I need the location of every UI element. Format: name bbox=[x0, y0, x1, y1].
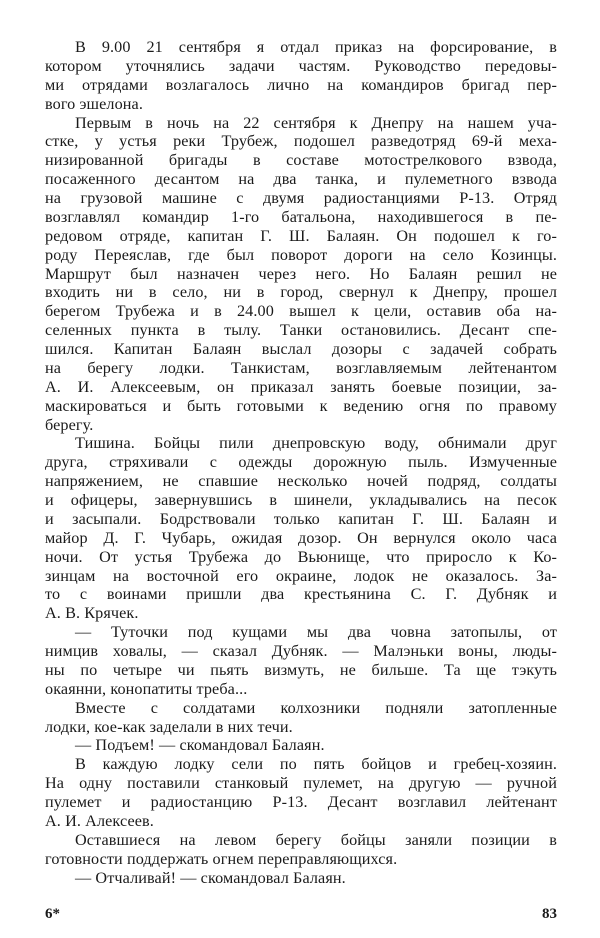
text-line: берегу. bbox=[45, 415, 94, 434]
text-line: на берегу лодки. Танкистам, возглавляемым лейтенантом bbox=[45, 358, 557, 377]
text-line: и офицеры, завернувшись в шинели, укладывались на песок bbox=[45, 491, 557, 509]
text-line: то с воинами пришли два крестьянина С. Г. Дубняк и bbox=[45, 585, 557, 604]
text-line: В 9.00 21 сентября я отдал приказ на форсирование, в bbox=[75, 38, 557, 56]
text-line: На одну поставили станковый пулемет, на другую — ручной bbox=[45, 774, 557, 793]
text-line: А. И. Алексеевым, он приказал занять боевые позиции, за- bbox=[45, 377, 557, 396]
text-line: входить ни в село, ни в город, свернул к Днепру, прошел bbox=[45, 283, 557, 302]
page-number: 83 bbox=[542, 906, 557, 922]
text-line: редовом отряде, капитан Г. Ш. Балаян. Он подошел к го- bbox=[45, 226, 557, 245]
paragraph bbox=[45, 869, 557, 888]
text-line: Первым в ночь на 22 сентября к Днепру на нашем уча- bbox=[75, 113, 557, 132]
text-line: стке, у устья реки Трубеж, подошел разведотряд 69-й меха- bbox=[45, 132, 557, 151]
paragraph bbox=[45, 623, 557, 699]
text-line: и засыпали. Бодрствовали только капитан Г. Ш. Балаян и bbox=[45, 509, 557, 528]
text-line: Маршрут был назначен через него. Но Балаян решил не bbox=[45, 264, 557, 283]
text-line: ми отрядами возлагалось лично на командиров бригад пер- bbox=[45, 75, 557, 94]
text-line: Вместе с солдатами колхозники подняли затопленные bbox=[75, 698, 557, 717]
paragraph bbox=[45, 434, 557, 623]
paragraph bbox=[45, 736, 557, 755]
text-line: зинцам на восточной его окраине, лодок не оказалось. За- bbox=[45, 566, 557, 585]
text-line: котором уточнялись задачи частям. Руководство передовы- bbox=[45, 56, 557, 75]
text-line: Оставшиеся на левом берегу бойцы заняли позиции в bbox=[75, 830, 557, 849]
text-line: лодки, кое-как заделали в них течи. bbox=[45, 717, 293, 736]
text-line: маскироваться и быть готовыми к ведению огня по правому bbox=[45, 396, 557, 415]
text-line: майор Д. Г. Чубарь, ожидая дозор. Он вернулся около часа bbox=[45, 528, 557, 547]
text-line: вого эшелона. bbox=[45, 94, 143, 113]
text-line: ночи. От устья Трубежа до Вьюнище, что приросло к Ко- bbox=[45, 547, 557, 566]
text-line: ны по четыре чи пьять визмуть, не бильше. Та ще тэкуть bbox=[45, 660, 557, 679]
paragraph bbox=[45, 114, 557, 435]
paragraph bbox=[45, 699, 557, 737]
text-line: низированной бригады в составе мотострелкового взвода, bbox=[45, 151, 557, 170]
text-line: возглавлял командир 1-го батальона, находившегося в пе- bbox=[45, 207, 557, 226]
paragraph bbox=[45, 755, 557, 831]
printer-signature: 6* bbox=[45, 906, 60, 922]
text-line: роду Переяслав, где был поворот дороги на село Козинцы. bbox=[45, 245, 557, 264]
text-line: нимцив ховалы, — сказал Дубняк. — Малэньки воны, люды- bbox=[45, 642, 557, 660]
text-line: окаянни, конопатиты треба... bbox=[45, 679, 248, 698]
paragraph bbox=[45, 831, 557, 869]
text-line: напряжением, не спавшие несколько ночей подряд, солдаты bbox=[45, 472, 557, 491]
text-line: друга, стряхивали с одежды дорожную пыль. Измученные bbox=[45, 453, 557, 472]
text-line: — Подъем! — скомандовал Балаян. bbox=[75, 736, 325, 755]
text-line: — Туточки под кущами мы два човна затопылы, от bbox=[75, 623, 557, 642]
text-line: готовности поддержать огнем переправляющихся. bbox=[45, 849, 398, 868]
text-line: А. И. Алексеев. bbox=[45, 811, 154, 830]
text-line: В каждую лодку сели по пять бойцов и гребец-хозяин. bbox=[75, 755, 557, 774]
paragraph bbox=[45, 38, 557, 114]
text-line: — Отчаливай! — скомандовал Балаян. bbox=[75, 868, 346, 887]
text-line: селенных пункта в тылу. Танки остановились. Десант спе- bbox=[45, 321, 557, 340]
body-text bbox=[45, 38, 557, 887]
text-line: берегом Трубежа и в 24.00 вышел к цели, оставив оба на- bbox=[45, 302, 557, 321]
text-line: Тишина. Бойцы пили днепровскую воду, обнимали друг bbox=[75, 434, 557, 453]
text-line: на грузовой машине с двумя радиостанциями Р-13. Отряд bbox=[45, 189, 557, 207]
text-line: посаженного десантом на два танка, и пулеметного взвода bbox=[45, 170, 557, 189]
text-line: пулемет и радиостанцию Р-13. Десант возглавил лейтенант bbox=[45, 793, 557, 811]
text-line: А. В. Крячек. bbox=[45, 604, 139, 623]
text-line: шился. Капитан Балаян выслал дозоры с задачей собрать bbox=[45, 340, 557, 358]
